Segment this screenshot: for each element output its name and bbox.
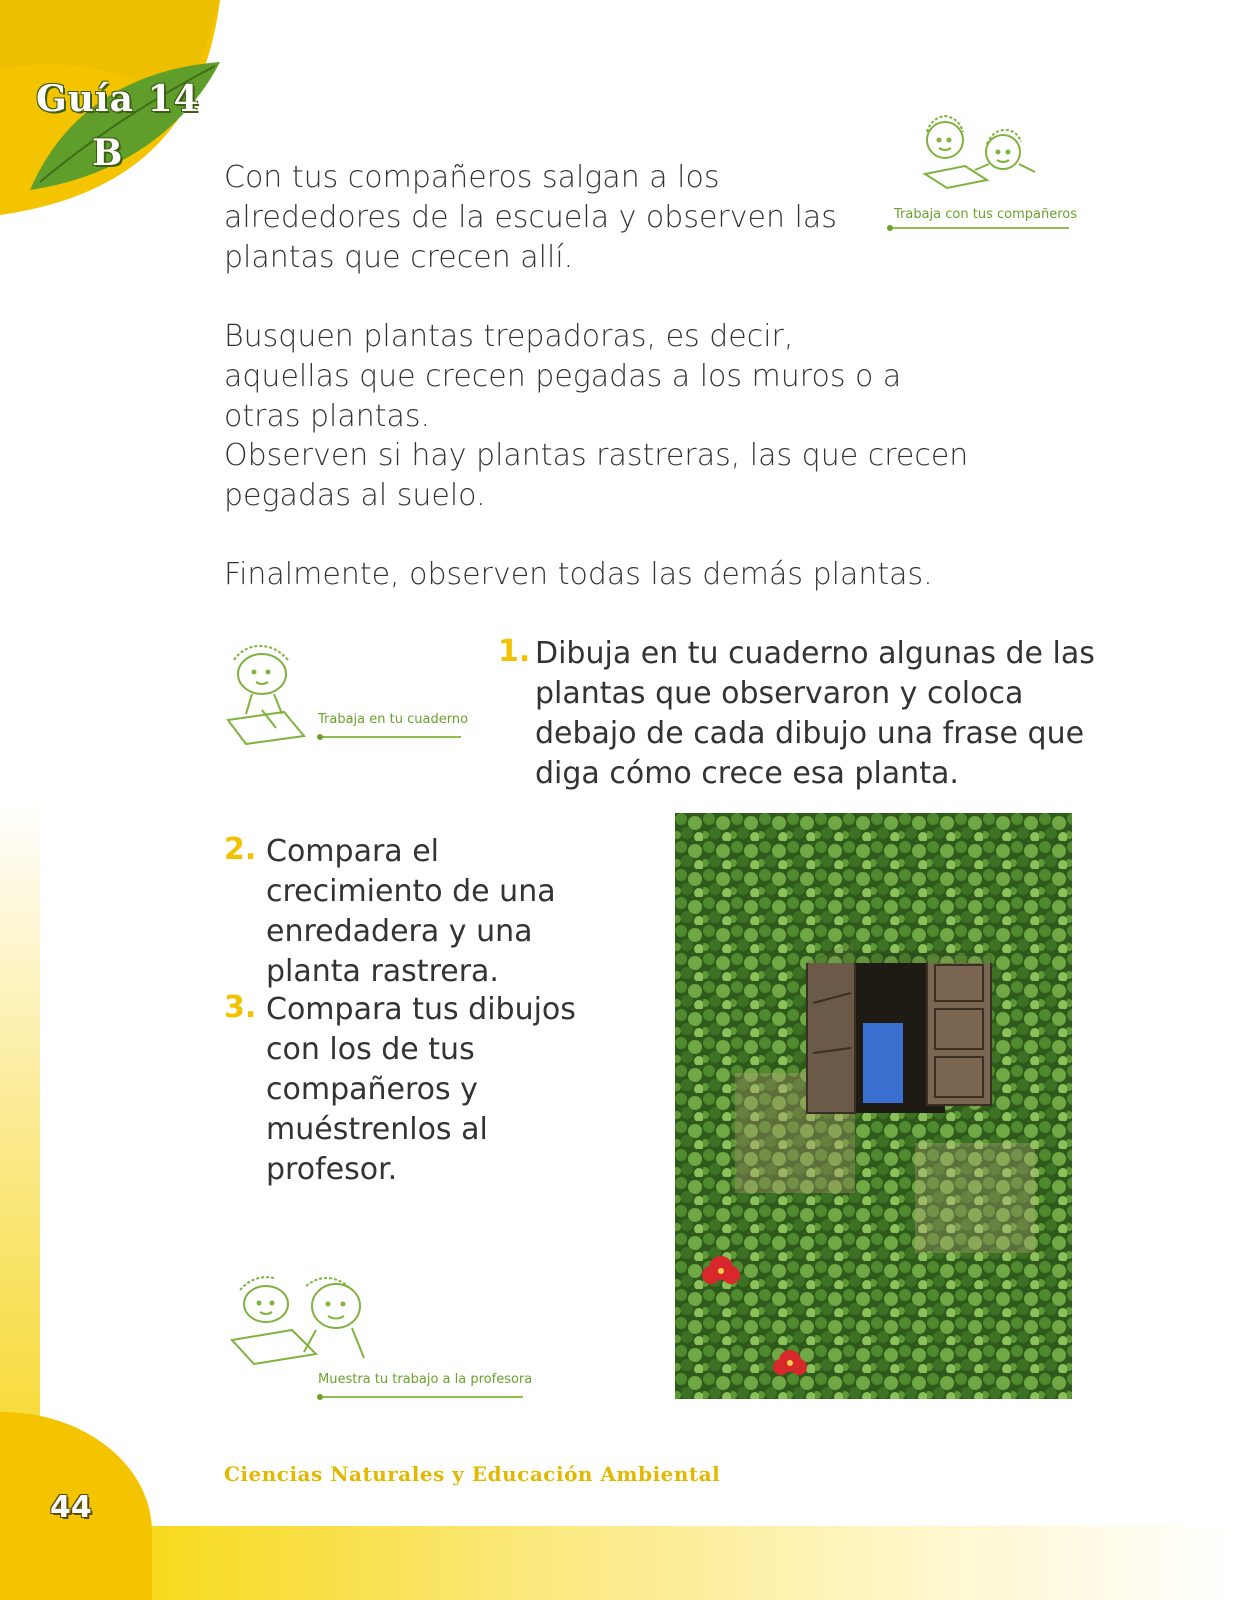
activity-1-number: 1. bbox=[498, 634, 531, 669]
activity-2-number: 2. bbox=[224, 832, 257, 867]
intro-paragraph-3 bbox=[224, 436, 1024, 516]
guide-subtitle: B bbox=[92, 132, 123, 174]
page-number: 44 bbox=[50, 1490, 92, 1525]
activity-3-number: 3. bbox=[224, 990, 257, 1025]
intro-paragraph-1 bbox=[224, 158, 854, 278]
left-color-strip bbox=[0, 800, 40, 1420]
activity-2-text: Compara el crecimiento de una enredadera y una planta rastrera. bbox=[266, 834, 556, 989]
intro-text-3: Observen si hay plantas rastreras, las que crecen pegadas al suelo. bbox=[224, 438, 969, 513]
badge-teacher-label: Muestra tu trabajo a la profesora bbox=[318, 1372, 533, 1387]
intro-paragraph-4 bbox=[224, 555, 1024, 595]
activity-3-text: Compara tus dibujos con los de tus compañeros y muéstrenlos al profesor. bbox=[266, 992, 576, 1187]
intro-paragraph-2 bbox=[224, 317, 924, 437]
ivy-window-photo bbox=[675, 813, 1072, 1399]
activity-1-text: Dibuja en tu cuaderno algunas de las plantas que observaron y coloca debajo de cada dibujo una frase que diga cómo crece esa planta. bbox=[535, 636, 1095, 791]
intro-text-1: Con tus compañeros salgan a los alrededores de la escuela y observen las plantas que crecen allí. bbox=[224, 160, 837, 275]
badge-teacher-line bbox=[323, 1396, 523, 1398]
children-duo-icon bbox=[915, 112, 1045, 196]
intro-text-4: Finalmente, observen todas las demás plantas. bbox=[224, 557, 933, 592]
bottom-color-strip bbox=[140, 1526, 1236, 1600]
badge-companions-line bbox=[893, 227, 1069, 229]
guide-title: Guía 14 bbox=[36, 78, 200, 120]
badge-companions-label: Trabaja con tus compañeros bbox=[894, 207, 1077, 222]
footer-subject: Ciencias Naturales y Educación Ambiental bbox=[224, 1462, 721, 1486]
intro-text-2: Busquen plantas trepadoras, es decir, aquellas que crecen pegadas a los muros o a otras plantas. bbox=[224, 319, 902, 434]
badge-notebook-line bbox=[323, 736, 461, 738]
children-notebook-icon bbox=[226, 1270, 386, 1370]
child-writing-icon bbox=[222, 640, 312, 750]
badge-notebook-label: Trabaja en tu cuaderno bbox=[318, 712, 469, 727]
